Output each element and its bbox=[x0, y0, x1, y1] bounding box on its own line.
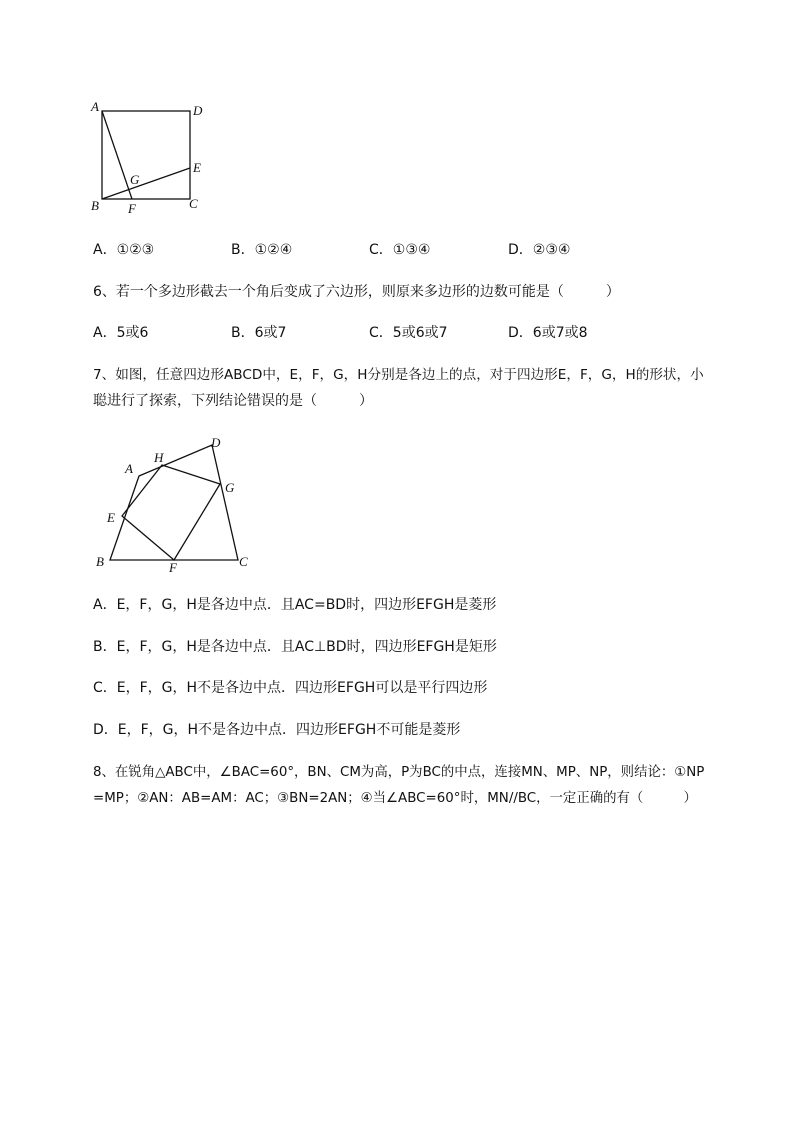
q8-line1: 8、在锐角△ABC中，∠BAC=60°，BN、CM为高，P为BC的中点，连接MN、MP、NP，则结论：①NP bbox=[93, 765, 705, 780]
q6-option-b[interactable]: B．6或7 bbox=[231, 325, 287, 341]
square-abcd bbox=[102, 111, 190, 199]
q6-option-d[interactable]: D．6或7或8 bbox=[508, 325, 588, 341]
q5-option-a[interactable]: A．①②③ bbox=[93, 242, 155, 258]
segment-be bbox=[102, 168, 190, 199]
q6-stem: 6、若一个多边形截去一个角后变成了六边形，则原来多边形的边数可能是（ ） bbox=[93, 284, 620, 300]
label-e: E bbox=[193, 160, 201, 175]
q6-option-a[interactable]: A．5或6 bbox=[93, 325, 149, 341]
q7-option-c[interactable]: C．E，F，G，H不是各边中点．四边形EFGH可以是平行四边形 bbox=[93, 680, 488, 696]
label-a: A bbox=[91, 99, 99, 114]
label-c: C bbox=[189, 196, 198, 211]
label-b: B bbox=[96, 554, 104, 569]
q6-option-c[interactable]: C．5或6或7 bbox=[369, 325, 448, 341]
label-f: F bbox=[169, 560, 177, 575]
label-a: A bbox=[125, 461, 133, 476]
q5-option-b[interactable]: B．①②④ bbox=[231, 242, 293, 258]
label-c: C bbox=[239, 554, 248, 569]
q5-option-c[interactable]: C．①③④ bbox=[369, 242, 431, 258]
quadrilateral-figure bbox=[92, 430, 257, 580]
q7-option-b[interactable]: B．E，F，G，H是各边中点．且AC⊥BD时，四边形EFGH是矩形 bbox=[93, 639, 497, 655]
q7-stem-line1: 7、如图，任意四边形ABCD中，E，F，G，H分别是各边上的点，对于四边形E，F，G，H的形状，小 bbox=[93, 367, 704, 383]
q7-option-d[interactable]: D．E，F，G，H不是各边中点．四边形EFGH不可能是菱形 bbox=[93, 722, 461, 738]
square-figure bbox=[85, 95, 215, 220]
label-h: H bbox=[154, 450, 164, 465]
q7-stem-line2: 聪进行了探索，下列结论错误的是（ ） bbox=[93, 393, 373, 409]
quadrilateral-efgh bbox=[122, 465, 220, 560]
label-d: D bbox=[211, 435, 221, 450]
label-g: G bbox=[225, 480, 235, 495]
q5-option-d[interactable]: D．②③④ bbox=[508, 242, 571, 258]
label-e: E bbox=[107, 510, 115, 525]
label-b: B bbox=[91, 198, 99, 213]
label-f: F bbox=[128, 201, 136, 216]
label-d: D bbox=[193, 103, 203, 118]
q7-option-a[interactable]: A．E，F，G，H是各边中点．且AC=BD时，四边形EFGH是菱形 bbox=[93, 597, 497, 613]
q8-line2: =MP；②AN：AB=AM：AC；③BN=2AN；④当∠ABC=60°时，MN//BC，一定正确的有（ ） bbox=[93, 791, 697, 806]
segment-af bbox=[102, 111, 132, 199]
label-g: G bbox=[130, 172, 140, 187]
